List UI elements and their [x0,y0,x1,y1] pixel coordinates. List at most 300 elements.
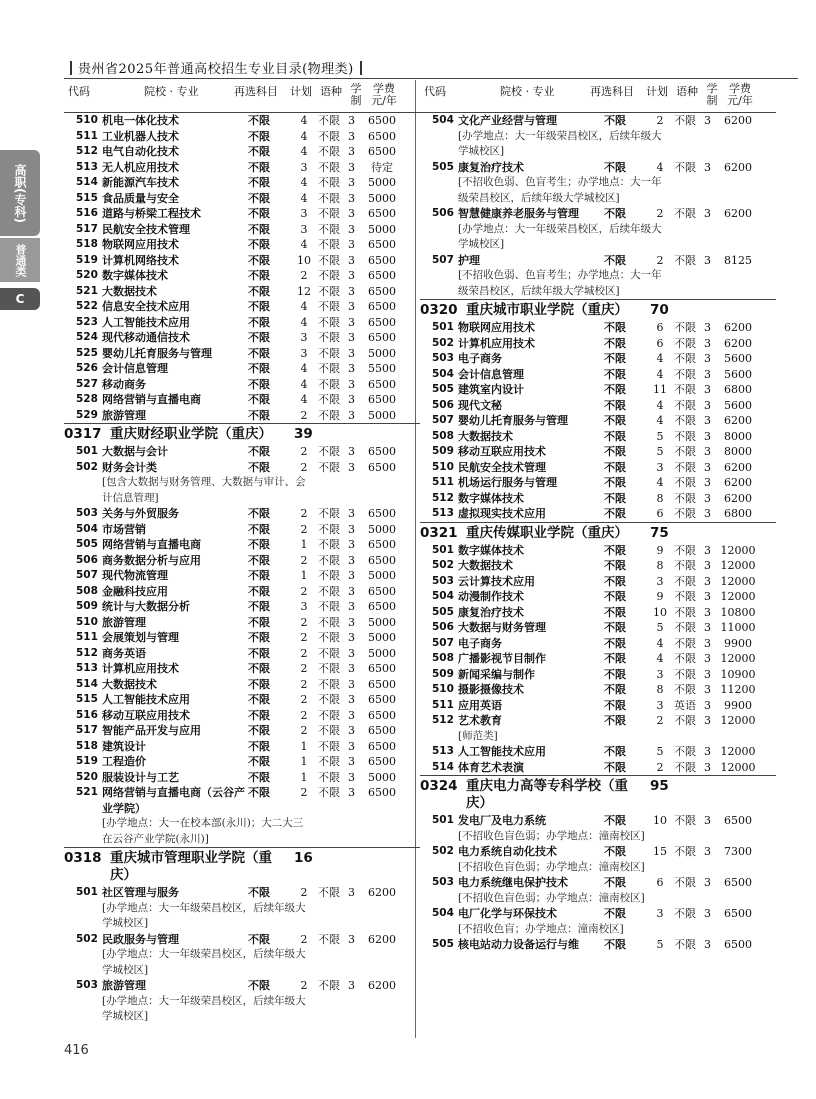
major-row [64,661,420,677]
subject-requirement: 不限 [248,176,270,189]
major-name: 建筑设计 [102,739,146,753]
major-row [64,129,420,145]
tuition-fee: 6200 [368,932,396,946]
tuition-fee: 5600 [724,367,752,381]
major-row [420,760,776,776]
language: 不限 [674,559,696,572]
language: 不限 [318,377,340,391]
tuition-fee: 6200 [724,160,752,174]
language: 不限 [674,543,696,557]
plan-count: 2 [300,886,308,899]
major-code: 506 [432,398,454,411]
tuition-fee: 6500 [368,331,396,344]
major-name: 商务英语 [102,646,146,660]
language: 不限 [318,708,340,722]
study-years: 3 [348,662,355,675]
subject-requirement: 不限 [248,677,270,691]
major-code: 501 [432,814,454,826]
tuition-fee: 12000 [720,559,756,572]
subject-requirement: 不限 [604,814,626,827]
major-row [420,253,776,269]
major-code: 506 [76,553,98,566]
study-years: 3 [704,398,711,412]
major-name: 电力系统继电保护技术 [458,876,568,889]
tuition-fee: 5600 [724,352,752,365]
plan-count: 4 [300,362,308,375]
tuition-fee: 11000 [720,621,756,634]
major-row [64,568,420,584]
language: 不限 [674,429,696,443]
tuition-fee: 待定 [371,160,393,174]
major-row [64,630,420,646]
major-name: 人工智能技术应用 [458,745,546,758]
major-name: 动漫制作技术 [458,590,524,603]
study-years: 3 [348,932,355,946]
tuition-fee: 6500 [368,507,396,520]
major-code: 520 [76,770,98,783]
major-name: 新能源汽车技术 [102,176,179,189]
major-row [64,253,420,269]
tuition-fee: 5000 [368,569,396,582]
major-row [420,160,776,176]
tuition-fee: 6500 [368,662,396,675]
major-code: 516 [76,207,98,219]
subject-requirement: 不限 [248,445,270,458]
study-years: 3 [348,600,355,613]
language: 不限 [674,398,696,412]
major-name: 计算机应用技术 [102,662,179,675]
subject-requirement: 不限 [248,886,270,899]
subject-requirement: 不限 [604,383,626,396]
subject-requirement: 不限 [604,745,626,758]
major-name: 食品质量与安全 [102,191,179,205]
major-row [420,336,776,352]
major-name: 移动互联应用技术 [102,708,190,722]
major-note: [师范类] [458,729,498,742]
plan-count: 2 [300,584,308,598]
major-row [64,175,420,191]
school-name: 重庆财经职业学院（重庆） [110,426,272,442]
plan-count: 2 [300,646,308,660]
major-name: 市场营销 [102,522,146,536]
major-name: 现代文秘 [458,398,502,412]
major-name: 计算机应用技术 [458,336,535,350]
major-code: 514 [432,760,454,773]
major-name: 工业机器人技术 [102,129,179,143]
study-years: 3 [704,714,711,727]
major-row [420,589,776,605]
subject-requirement: 不限 [248,522,270,536]
school-plan-total: 16 [294,850,313,866]
major-row [420,491,776,507]
tuition-fee: 12000 [720,760,756,774]
tuition-fee: 6500 [724,814,752,827]
plan-count: 2 [300,553,308,567]
study-years: 3 [704,652,711,665]
tuition-fee: 5000 [368,522,396,536]
tuition-fee: 10900 [720,667,756,681]
language: 不限 [318,445,340,458]
major-code: 511 [432,698,454,711]
major-row [420,813,776,829]
tuition-fee: 6200 [724,491,752,505]
tuition-fee: 5000 [368,631,396,644]
language: 不限 [318,600,340,613]
major-name: 婴幼儿托育服务与管理 [102,346,212,360]
subject-requirement: 不限 [248,362,270,375]
plan-count: 1 [300,569,308,582]
major-code: 510 [76,114,98,126]
study-years: 3 [348,238,355,251]
right-column [420,80,776,953]
tuition-fee: 12000 [720,590,756,603]
subject-requirement: 不限 [248,377,270,391]
language: 不限 [674,814,696,827]
major-row [64,237,420,253]
major-name: 无人机应用技术 [102,160,179,174]
plan-count: 2 [300,269,308,282]
major-code: 505 [76,538,98,550]
study-years: 3 [704,683,711,696]
major-name: 会计信息管理 [102,362,168,375]
header-rule [64,78,798,79]
tuition-fee: 5600 [724,398,752,412]
major-code: 504 [76,522,98,535]
col-fee-header: 学费元/年 [371,82,397,107]
major-row [420,558,776,574]
tuition-fee: 5000 [368,176,396,189]
tuition-fee: 6500 [368,755,396,768]
subject-requirement: 不限 [604,460,626,474]
subject-requirement: 不限 [248,600,270,613]
language: 英语 [674,698,696,712]
plan-count: 4 [300,300,308,313]
plan-count: 3 [656,667,664,681]
major-row [420,429,776,445]
subject-requirement: 不限 [248,693,270,706]
major-row [420,113,776,129]
subject-requirement: 不限 [604,114,626,127]
subject-requirement: 不限 [248,238,270,251]
tuition-fee: 6500 [368,377,396,391]
major-name: 摄影摄像技术 [458,683,524,696]
subject-requirement: 不限 [248,145,270,158]
major-row [64,708,420,724]
subject-requirement: 不限 [604,636,626,650]
study-years: 3 [704,476,711,489]
language: 不限 [674,745,696,758]
major-code: 523 [76,315,98,328]
major-code: 506 [432,621,454,633]
subject-requirement: 不限 [248,191,270,205]
major-code: 503 [432,876,454,888]
major-code: 510 [432,683,454,695]
major-code: 507 [432,636,454,649]
major-name: 人工智能技术应用 [102,315,190,329]
major-code: 526 [76,362,98,374]
subject-requirement: 不限 [248,979,270,992]
plan-count: 4 [300,393,308,406]
major-name: 文化产业经营与管理 [458,114,557,127]
study-years: 3 [704,491,711,505]
subject-requirement: 不限 [604,253,626,267]
plan-count: 3 [300,160,308,174]
language: 不限 [318,979,340,992]
language: 不限 [318,331,340,344]
plan-count: 9 [656,590,664,603]
school-plan-total: 75 [650,524,669,541]
major-code: 513 [432,507,454,519]
tuition-fee: 6500 [368,269,396,282]
major-row [420,398,776,414]
major-note: [包含大数据与财务管理、大数据与审计、会计信息管理] [102,476,306,504]
major-code: 518 [76,238,98,250]
study-years: 3 [348,584,355,598]
plan-count: 4 [300,129,308,143]
major-code: 503 [432,574,454,587]
major-row [64,739,420,755]
plan-count: 10 [653,605,667,619]
major-code: 517 [76,222,98,235]
plan-count: 4 [656,652,664,665]
study-years: 3 [704,938,711,951]
plan-count: 2 [300,507,308,520]
subject-requirement: 不限 [604,559,626,572]
header-bar [70,61,72,75]
major-note: [不招收色盲色弱；办学地点：潼南校区] [458,860,645,873]
study-years: 3 [348,693,355,706]
study-years: 3 [704,698,711,712]
major-row [420,844,776,860]
major-name: 民航安全技术管理 [458,460,546,474]
major-row [64,677,420,693]
major-name: 虚拟现实技术应用 [458,507,546,520]
major-row [64,978,420,994]
subject-requirement: 不限 [248,646,270,660]
major-row [420,605,776,621]
major-row [420,698,776,714]
col-plan-header: 计划 [646,85,668,98]
plan-count: 2 [300,693,308,706]
school-code: 0324 [420,778,458,794]
plan-count: 12 [297,284,311,298]
tuition-fee: 6500 [368,393,396,406]
major-row [64,537,420,553]
language: 不限 [318,522,340,536]
study-years: 3 [704,760,711,774]
tuition-fee: 6500 [368,584,396,598]
language: 不限 [318,739,340,753]
plan-count: 3 [300,600,308,613]
major-name: 大数据技术 [458,559,513,572]
major-note: [办学地点：大一年级荣昌校区，后续年级大学城校区] [458,129,662,157]
major-code: 517 [76,724,98,736]
major-name: 数字媒体技术 [458,543,524,557]
language: 不限 [318,238,340,251]
plan-count: 2 [300,786,308,799]
tuition-fee: 6200 [724,114,752,127]
subject-requirement: 不限 [248,393,270,406]
study-years: 3 [348,615,355,629]
study-years: 3 [348,724,355,737]
subject-requirement: 不限 [248,932,270,946]
language: 不限 [674,636,696,650]
tuition-fee: 6800 [724,383,752,396]
major-code: 512 [432,491,454,504]
language: 不限 [318,191,340,205]
tuition-fee: 6500 [368,677,396,691]
subject-requirement: 不限 [248,331,270,344]
major-code: 501 [76,886,98,898]
language: 不限 [318,145,340,158]
major-name: 民政服务与管理 [102,932,179,946]
subject-requirement: 不限 [604,429,626,443]
subject-requirement: 不限 [604,698,626,712]
major-code: 505 [432,383,454,395]
plan-count: 4 [656,160,664,174]
major-code: 513 [76,160,98,173]
col-school-header: 院校 · 专业 [500,85,555,98]
major-code: 501 [432,321,454,333]
language: 不限 [674,383,696,396]
col-lang-header: 语种 [320,85,342,98]
tuition-fee: 6200 [724,207,752,220]
language: 不限 [674,683,696,696]
language: 不限 [674,460,696,474]
study-years: 3 [704,667,711,681]
study-years: 3 [348,331,355,344]
col-fee-header: 学费元/年 [727,82,753,107]
plan-count: 6 [656,336,664,350]
major-name: 电气自动化技术 [102,145,179,158]
plan-count: 5 [656,745,664,758]
subject-requirement: 不限 [604,321,626,334]
major-row [64,268,420,284]
study-years: 3 [348,522,355,536]
major-row [420,444,776,460]
study-years: 3 [704,383,711,396]
plan-count: 2 [656,760,664,774]
plan-count: 2 [656,253,664,267]
language: 不限 [318,114,340,127]
major-code: 518 [76,739,98,752]
col-years-header: 学制 [350,82,362,107]
subject-requirement: 不限 [604,574,626,588]
major-row [420,206,776,222]
tuition-fee: 6500 [368,724,396,737]
major-code: 507 [76,569,98,581]
major-note: [办学地点：大一年级荣昌校区，后续年级大学城校区] [102,994,306,1022]
plan-count: 6 [656,876,664,889]
subject-requirement: 不限 [248,739,270,753]
tuition-fee: 5000 [368,408,396,422]
tuition-fee: 6500 [368,708,396,722]
major-note: [不招收色弱、色盲考生；办学地点：大一年级荣昌校区，后续年级大学城校区] [458,269,662,297]
tuition-fee: 5500 [368,362,396,375]
study-years: 3 [348,979,355,992]
major-code: 515 [76,191,98,204]
study-years: 3 [704,590,711,603]
major-name: 财务会计类 [102,460,157,474]
tuition-fee: 6200 [724,460,752,474]
language: 不限 [674,605,696,619]
plan-count: 2 [656,114,664,127]
major-row [64,160,420,176]
header-bar [360,61,362,75]
tuition-fee: 5000 [368,346,396,360]
plan-count: 6 [656,321,664,334]
plan-count: 2 [300,615,308,629]
subject-requirement: 不限 [248,662,270,675]
major-row [64,299,420,315]
subject-requirement: 不限 [604,543,626,557]
plan-count: 5 [656,445,664,458]
plan-count: 2 [300,445,308,458]
subject-requirement: 不限 [604,476,626,489]
subject-requirement: 不限 [248,631,270,644]
major-row [64,584,420,600]
major-row [64,144,420,160]
major-row [420,351,776,367]
language: 不限 [674,114,696,127]
school-heading [64,847,420,885]
plan-count: 2 [300,631,308,644]
plan-count: 3 [300,331,308,344]
subject-requirement: 不限 [604,845,626,858]
subject-requirement: 不限 [604,907,626,920]
language: 不限 [318,253,340,267]
study-years: 3 [704,559,711,572]
plan-count: 2 [300,724,308,737]
subject-requirement: 不限 [248,584,270,598]
major-row [64,692,420,708]
subject-requirement: 不限 [604,491,626,505]
tuition-fee: 6500 [368,693,396,706]
major-row [64,346,420,362]
plan-count: 2 [656,207,664,220]
plan-count: 5 [656,938,664,951]
language: 不限 [318,932,340,946]
plan-count: 3 [300,207,308,220]
major-code: 512 [76,646,98,659]
study-years: 3 [348,315,355,329]
major-name: 新闻采编与制作 [458,667,535,681]
subject-requirement: 不限 [248,615,270,629]
study-years: 3 [704,445,711,458]
major-row [420,682,776,698]
subject-requirement: 不限 [248,786,270,799]
major-row [64,330,420,346]
tuition-fee: 6500 [368,538,396,551]
study-years: 3 [348,445,355,458]
plan-count: 4 [656,636,664,650]
major-code: 522 [76,300,98,312]
major-name: 大数据技术 [102,677,157,691]
language: 不限 [318,886,340,899]
plan-count: 2 [300,662,308,675]
language: 不限 [318,693,340,706]
language: 不限 [674,876,696,889]
tuition-fee: 12000 [720,543,756,557]
school-heading [420,299,776,320]
tuition-fee: 6200 [724,414,752,427]
header-title: 贵州省2025年普通高校招生专业目录(物理类) [78,62,354,77]
major-row [64,284,420,300]
tuition-fee: 12000 [720,745,756,758]
major-code: 509 [432,445,454,457]
plan-count: 1 [300,755,308,768]
major-note: [不招收色盲色弱；办学地点：潼南校区] [458,891,645,904]
